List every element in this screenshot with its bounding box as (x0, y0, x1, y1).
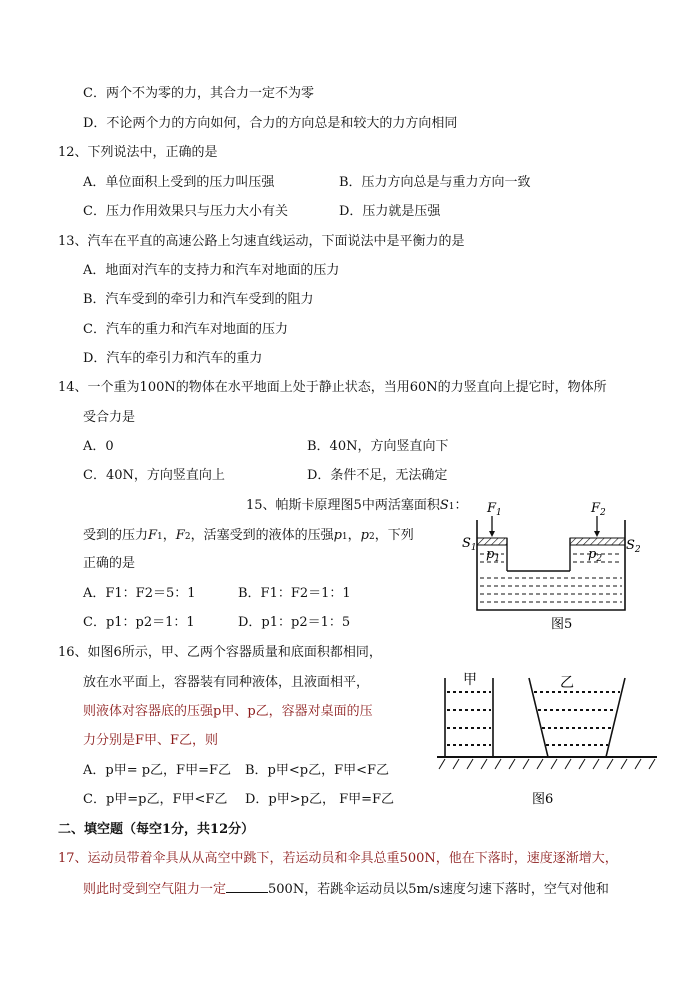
q16-option-a: A．p甲= p乙，F甲=F乙 (83, 763, 231, 778)
q15-sep1: ， (162, 528, 176, 543)
q13-option-d: D．汽车的牵引力和汽车的重力 (83, 351, 263, 366)
container-yi-liquid (534, 692, 620, 745)
q15-f1: F (148, 528, 158, 543)
q16-option-b: B．p甲<p乙，F甲<F乙 (245, 763, 390, 778)
q16-stem-line4 (83, 733, 218, 749)
large-piston (570, 538, 625, 545)
q11-option-c: C．两个不为零的力，其合力一定不为零 (83, 86, 314, 101)
q15-stem-line3: 正确的是 (83, 556, 136, 571)
section-2-title: 二、填空题（每空1分，共12分） (58, 822, 255, 837)
fig5-label-f1: $F_1$ (487, 501, 502, 518)
q16-option-c: C．p甲=p乙，F甲<F乙 (83, 792, 228, 807)
table-hatching (439, 759, 655, 769)
fig5-label-s1: $S_1$ (462, 536, 477, 553)
q15-text-c: ，下列 (374, 528, 414, 543)
q11-option-d: D．不论两个力的方向如何，合力的方向总是和较大的力方向相同 (83, 116, 458, 131)
container-yi-right-wall (606, 678, 625, 757)
fig5-label-f2: $F_2$ (591, 501, 606, 518)
fig6-label-jia: 甲 (463, 672, 477, 688)
q14-stem-line2: 受合力是 (83, 410, 136, 425)
q15-text-b: ，活塞受到的液体的压强 (190, 528, 334, 543)
q17-line2 (83, 880, 609, 898)
q15-stem-line1 (246, 498, 467, 515)
q15-text-a: 受到的压力 (83, 528, 149, 543)
q13-stem: 13、汽车在平直的高速公路上匀速直线运动，下面说法中是平衡力的是 (58, 234, 465, 249)
q12-option-c: C．压力作用效果只与压力大小有关 (83, 204, 288, 219)
q15-f2: F (175, 528, 185, 543)
q12-option-d: D．压力就是压强 (339, 204, 441, 219)
q15-colon: ： (454, 498, 468, 513)
q13-option-a: A．地面对汽车的支持力和汽车对地面的压力 (83, 263, 340, 278)
q14-option-d: D．条件不足，无法确定 (307, 468, 448, 483)
figure-5-hydraulic-press (460, 498, 640, 638)
q17-line2-text-b: 500N，若跳伞运动员以5m/s速度匀速下落时，空气对他和 (268, 882, 609, 897)
q16-stem-line2: 放在水平面上，容器装有同种液体，且液面相平， (83, 675, 370, 690)
q12-stem: 12、下列说法中，正确的是 (58, 145, 218, 160)
q14-stem-line1: 14、一个重为100N的物体在水平地面上处于静止状态，当用60N的力竖直向上提它时，物体所 (58, 380, 607, 395)
q14-option-c: C．40N，方向竖直向上 (83, 468, 225, 483)
q15-p2-sub: 2 (368, 532, 375, 542)
q16-stem-line4-text: 力分别是F甲、F乙，则 (83, 733, 219, 748)
q17-line1: 17、运动员带着伞具从从高空中跳下，若运动员和伞具总重500N，他在下落时，速度逐渐增大， (58, 851, 618, 866)
q16-option-d: D．p甲>p乙， F甲=F乙 (245, 792, 395, 807)
q15-option-b: B．F1：F2＝1：1 (238, 586, 351, 601)
q15-sep2: ， (347, 528, 361, 543)
q16-stem-line3: 则液体对容器底的压强p甲、p乙，容器对桌面的压 (83, 704, 373, 719)
fig5-label-s2: $S_2$ (626, 538, 641, 555)
q13-option-b: B．汽车受到的牵引力和汽车受到的阻力 (83, 292, 314, 307)
q15-f2-sub: 2 (184, 532, 191, 542)
q15-p1-sub: 1 (341, 532, 348, 542)
vessel-outline (477, 520, 625, 610)
fig6-label-yi: 乙 (560, 675, 574, 691)
q15-p1: p (333, 528, 342, 543)
figure-6-containers (435, 668, 665, 810)
q15-stem-text: 15、帕斯卡原理图5中两活塞面积 (246, 498, 440, 513)
q15-option-d: D．p1：p2＝1：5 (238, 615, 351, 630)
q15-f1-sub: 1 (157, 532, 163, 542)
q15-p2: p (360, 528, 369, 543)
q12-option-a: A．单位面积上受到的压力叫压强 (83, 175, 275, 190)
container-jia-liquid (447, 692, 491, 745)
f2-arrowhead-icon (594, 531, 600, 537)
q15-s1-sub: 1 (448, 502, 455, 512)
fig5-label-p2: $p_2$ (588, 547, 603, 564)
f1-arrowhead-icon (489, 531, 495, 537)
fig5-label-p1: $p_1$ (486, 547, 501, 564)
fig6-caption: 图6 (532, 792, 554, 807)
q12-option-b: B．压力方向总是与重力方向一致 (339, 175, 531, 190)
q15-s1-symbol: S (439, 498, 449, 513)
q17-answer-blank[interactable] (226, 880, 268, 893)
container-yi-left-wall (529, 678, 548, 757)
q13-option-c: C．汽车的重力和汽车对地面的压力 (83, 322, 288, 337)
q14-option-a: A．0 (83, 439, 114, 454)
fig5-caption: 图5 (551, 617, 573, 632)
q15-stem-line2 (83, 528, 414, 545)
q15-option-c: C．p1：p2＝1：1 (83, 615, 195, 630)
q14-option-b: B．40N，方向竖直向下 (307, 439, 449, 454)
q16-stem-line1: 16、如图6所示，甲、乙两个容器质量和底面积都相同， (58, 645, 382, 660)
q17-line2-text-a: 则此时受到空气阻力一定 (83, 882, 227, 897)
q15-option-a: A．F1：F2＝5：1 (83, 586, 196, 601)
small-piston (477, 538, 507, 545)
